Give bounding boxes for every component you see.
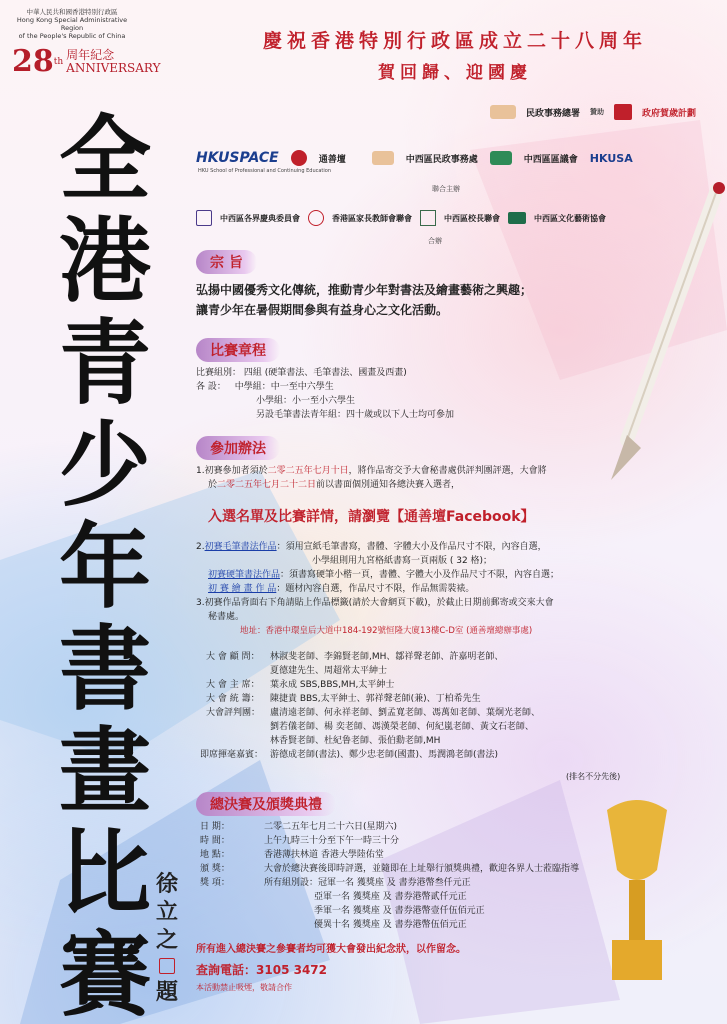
footer [196,940,466,993]
final-row [200,862,579,876]
final-row: 亞軍一名 獲獎座 及 書券港幣貳仟元正 [314,892,467,902]
join-p2b: 二零二五年七月二十二日 [217,480,317,490]
phone-number[interactable]: 3105 3472 [256,963,327,977]
committee-names: 葉永成 SBS,BBS,MH,太平紳士 [270,680,395,690]
cwdc-logo-icon [490,151,512,165]
aim-line1: 弘揚中國優秀文化傳統，推動青少年對書法及繪畫藝術之興趣； [196,283,533,297]
final-key: 獎 項： [200,878,230,888]
final-tag: 總決賽及頒獎典禮 [196,792,336,816]
anniversary-org-en1: Hong Kong Special Administrative Region [16,16,128,32]
address: 地址：香港中環皇后大道中184-192號恒隆大廈13樓C-D室 (通善壇總辦事處) [240,626,533,636]
committee-list [200,650,541,762]
final-value: 所有組別設：冠軍一名 獲獎座 及 書券港幣叁仟元正 [264,878,471,888]
final-row: 季軍一名 獲獎座 及 書券港幣壹仟伍佰元正 [314,906,485,916]
final-value: 二零二五年七月二十六日(星期六) [264,822,398,832]
join-q1b: 初賽毛筆書法作品 [204,542,277,552]
organiser-cwdc: 中西區區議會 [523,154,578,165]
sig-char: 徐 [155,871,178,897]
join-q4b: ：題材內容自選，作品尺寸不限，作品無需裝裱。 [276,584,475,594]
final-section [196,792,579,932]
join-section [196,436,559,638]
join-p2a: 於 [208,480,218,490]
rules-tag: 比賽章程 [196,338,280,362]
title-char: 青 [58,309,151,417]
committee-note: (排名不分先後) [566,772,621,781]
no-smoking-note: 本活動禁止吸煙，敬請合作 [196,983,292,992]
committee-row [206,664,540,678]
hkuspace-sub: HKU School of Professional and Continuing Education [198,168,332,174]
committee-names: 夏德建先生、周超常太平紳士 [270,666,388,676]
funder-row [490,104,696,120]
anniversary-logo [12,8,192,79]
tung-sin-tan-logo-icon [291,150,307,166]
final-key: 時 間： [200,836,230,846]
join-p1a: 1.初賽參加者須於 [196,466,268,476]
join-q6: 秘書處。 [208,612,245,622]
committee-role: 即席揮毫嘉賓： [200,750,264,760]
join-q2: 小學組則用九宮格紙書寫一頁兩版 ( 32 格)； [312,556,493,566]
anniversary-org-cn: 中華人民共和國香港特別行政區 [26,8,118,16]
committee-role: 大 會 顧 問： [206,652,260,662]
rules-section [196,338,454,422]
rules-l2b: 中學組：中一至中六學生 [234,382,334,392]
funding-logo-icon [614,104,632,120]
organiser-cwdo: 中西區民政事務處 [405,154,478,165]
title-char: 全 [58,105,151,213]
committee-role: 大 會 主 席： [206,680,260,690]
committee-role: 大 會 統 籌： [206,694,260,704]
title-char: 賽 [58,921,151,1024]
co-logo-3-icon [420,210,436,226]
final-row: 優異十名 獲獎座 及 書券港幣伍佰元正 [314,920,467,930]
join-p2c: 前以書面個別通知各總決賽入選者， [316,480,461,490]
committee-role: 大會評判團： [206,708,261,718]
sig-end: 題 [155,979,178,1005]
join-p1b: 二零二五年七月十日 [267,466,349,476]
rules-l2a: 各 設： [196,382,226,392]
phone-label: 查詢電話： [196,963,257,977]
final-key: 地 點： [200,850,230,860]
committee-row [206,692,540,706]
final-row [200,848,579,862]
organisers-row [196,150,633,166]
co-organiser-2: 香港區家長教師會聯會 [332,213,412,223]
committee-names: 林淑斐老師、李錦賢老師,MH、鄒祥聲老師、許嘉明老師、 [270,652,504,662]
title-char: 港 [58,207,151,315]
hkuspace-logo: HKUSPACE [196,150,279,166]
final-row [200,834,579,848]
rules-l4: 另設毛筆書法青年組：四十歲或以下人士均可參加 [256,410,455,420]
title-char: 畫 [58,717,151,825]
co-logo-1-icon [196,210,212,226]
facebook-notice[interactable]: 入選名單及比賽詳情，請瀏覽【通善壇Facebook】 [208,509,535,525]
aim-line2: 讓青少年在暑假期間參與有益身心之文化活動。 [196,303,449,317]
souvenir-note: 所有進入總決賽之參賽者均可獲大會發出紀念狀，以作留念。 [196,944,466,955]
committee-names: 盧清遠老師、何永祥老師、劉孟寬老師、馮萬如老師、葉炯光老師、 [270,708,541,718]
funded-label: 贊助 [590,108,605,116]
join-q3b: ：須書寫硬筆小楷一頁，書體、字體大小及作品尺寸不限，內容自選； [280,570,560,580]
title-char: 比 [58,819,151,927]
hkusa-logo: HKUSA [589,151,633,165]
organisers-label: 聯合主辦 [432,185,460,193]
final-key: 頒 獎： [200,864,230,874]
funding-scheme: 政府賀歲計劃 [642,108,697,119]
co-organisers-row [196,210,606,226]
organiser-tst: 通善壇 [318,154,346,165]
co-organiser-3: 中西區校長聯會 [444,213,500,223]
committee-row [206,706,540,720]
title-char: 年 [58,513,151,621]
calligrapher-signature [152,870,182,1006]
anniversary-th: th [53,56,64,67]
had-logo-icon [490,105,516,119]
trophy-illustration [587,790,687,990]
final-row [200,820,579,834]
committee-names: 游德成老師(書法)、鄭少忠老師(國畫)、馬潤鴻老師(書法) [270,750,499,760]
anniversary-number: 28 [12,44,54,79]
rules-l1: 比賽組別： 四組 (硬筆書法、毛筆書法、國畫及西畫) [196,368,407,378]
join-q5: 3.初賽作品背面右下角請貼上作品標籤(請於大會網頁下載)，於截止日期前郵寄或交來大會 [196,598,554,608]
co-organisers-label: 合辦 [428,237,442,245]
co-organiser-1: 中西區各界慶典委員會 [220,213,300,223]
join-q4a: 初 賽 繪 畫 作 品 [208,584,277,594]
aim-tag: 宗 旨 [196,250,257,274]
final-value: 上午九時三十分至下午一時三十分 [264,836,400,846]
join-tag: 參加辦法 [196,436,280,460]
co-logo-2-icon [308,210,324,226]
committee-row [200,748,540,762]
final-value: 大會於總決賽後即時評選，並隨即在上址舉行頒獎典禮，歡迎各界人士蒞臨指導 [264,864,580,874]
rules-l3: 小學組：小一至小六學生 [256,396,356,406]
cwdo-logo-icon [372,151,394,165]
co-organiser-4: 中西區文化藝術協會 [534,213,606,223]
committee-names: 林香賢老師、杜紀鲁老師、張伯勳老師,MH [270,736,441,746]
anniversary-org-en2: of the People's Republic of China [18,32,126,40]
committee-names: 劉若儀老師、楊 奕老師、馮漢榮老師、何紀嵐老師、黃文石老師、 [270,722,534,732]
funder-name: 民政事務總署 [526,108,581,119]
aim-section [196,250,532,320]
seal-stamp-icon [159,958,175,974]
final-row [200,876,579,890]
co-logo-4-icon [508,212,526,224]
anniversary-label-en: ANNIVERSARY [66,60,161,75]
committee-row [206,720,540,734]
title-char: 書 [58,615,151,723]
committee-row [206,678,540,692]
final-value: 香港薄扶林道 香港大學陸佑堂 [264,850,384,860]
anniversary-label-cn: 周年紀念 [66,47,115,62]
committee-names: 陳捷貴 BBS,太平紳士、郭祥聲老師(兼)、丁柏希先生 [270,694,481,704]
join-p1c: ，將作品寄交予大會秘書處供評判團評選，大會將 [348,466,547,476]
committee-row [206,650,540,664]
join-q1a: 2. [196,542,205,552]
sig-char: 之 [155,927,178,953]
join-q1c: ：須用宣紙毛筆書寫，書體、字體大小及作品尺寸不限，內容自選， [276,542,547,552]
headline-line2: 賀回歸、迎國慶 [378,63,532,83]
committee-row [206,734,540,748]
brush-illustration [587,180,727,480]
join-q3a: 初賽硬筆書法作品 [208,570,281,580]
title-char: 少 [58,411,151,519]
sig-char: 立 [155,899,178,925]
headline-line1: 慶祝香港特別行政區成立二十八周年 [262,30,647,52]
final-key: 日 期： [200,822,230,832]
